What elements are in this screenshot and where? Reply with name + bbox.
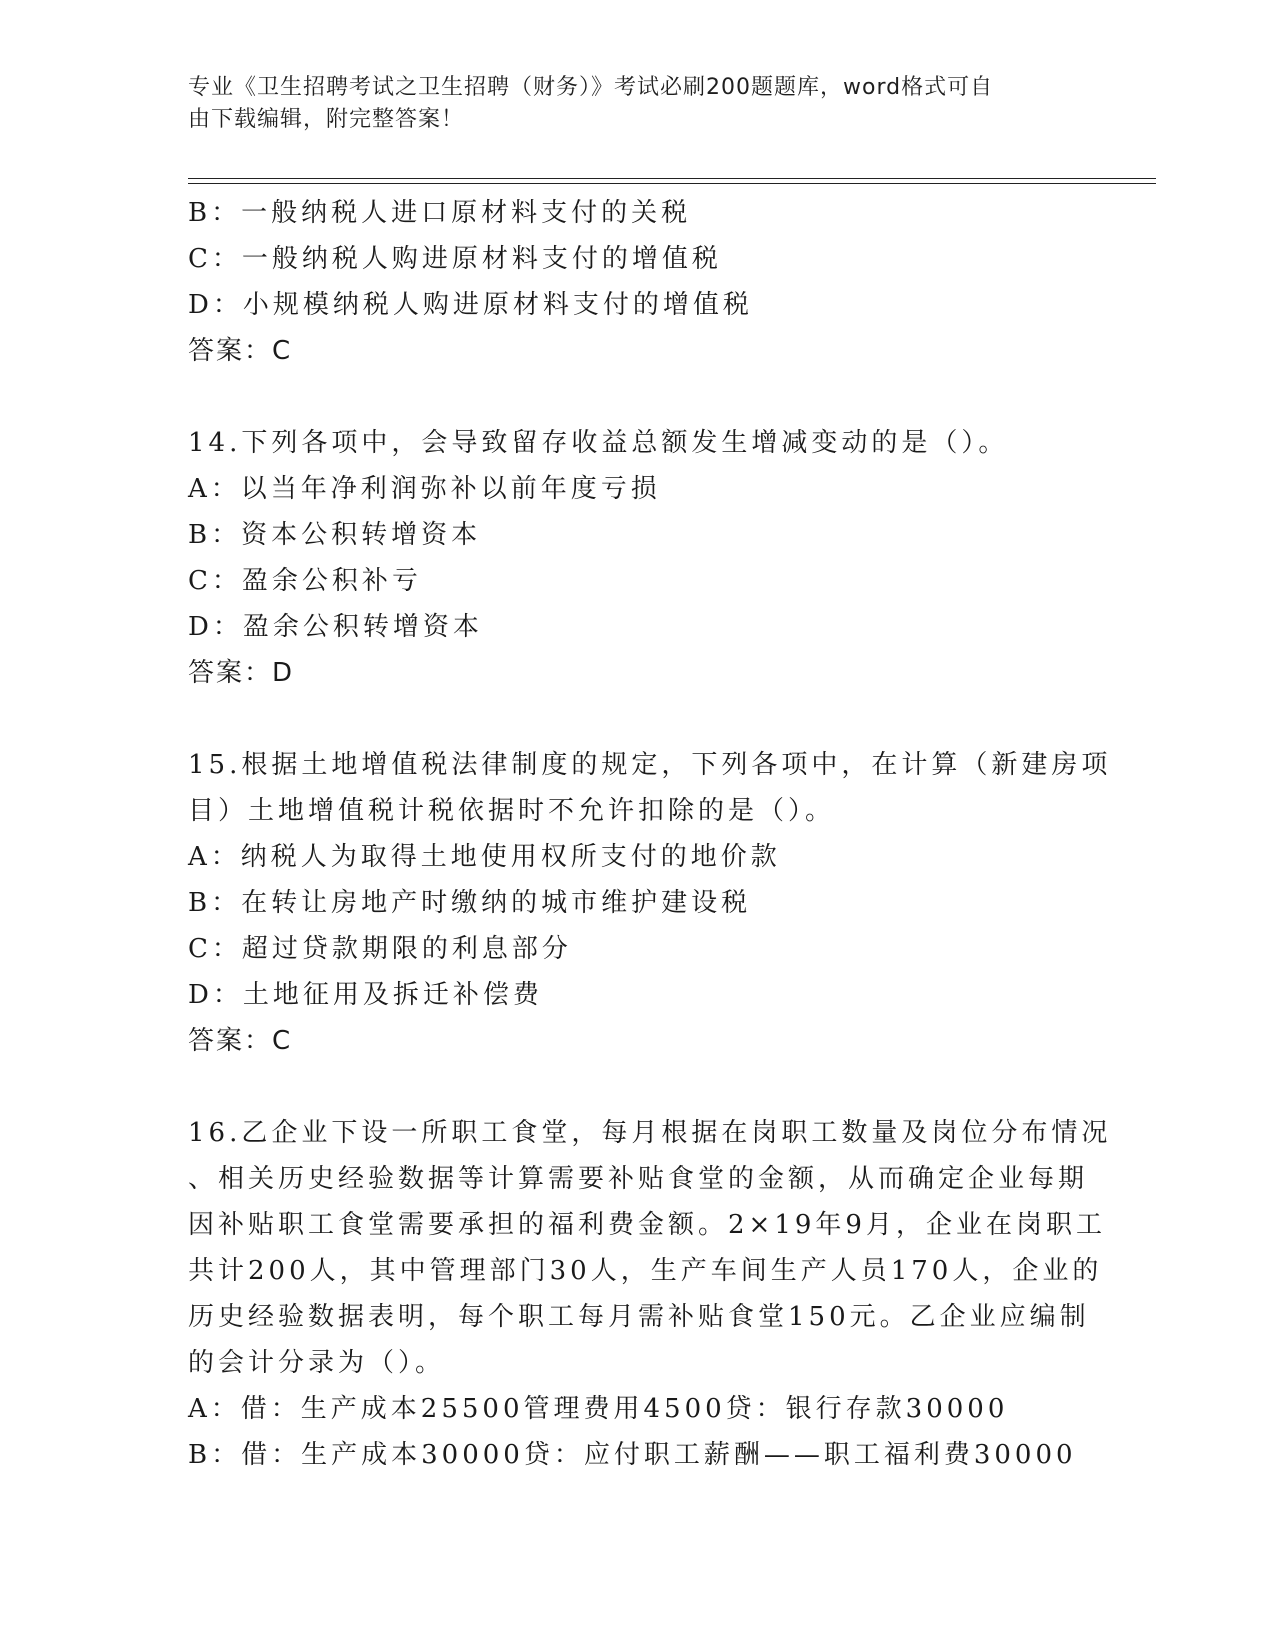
question-16 <box>188 1110 1112 1478</box>
q15-answer: 答案：C <box>188 1026 293 1056</box>
spacer <box>188 1064 1088 1110</box>
q14-answer: 答案：D <box>188 658 295 688</box>
document-content <box>188 190 1112 1478</box>
q16-stem-line: 、相关历史经验数据等计算需要补贴食堂的金额，从而确定企业每期 <box>188 1164 1089 1194</box>
q15-stem-line: 目）土地增值税计税依据时不允许扣除的是（）。 <box>188 796 836 826</box>
header-line-2: 由下载编辑，附完整答案！ <box>188 107 465 132</box>
q15-option-b: B：在转让房地产时缴纳的城市维护建设税 <box>188 888 752 918</box>
q15-stem-line: 15.根据土地增值税法律制度的规定，下列各项中，在计算（新建房项 <box>188 750 1112 780</box>
header-divider-bottom <box>188 183 1156 184</box>
q16-stem-line: 共计200人，其中管理部门30人，生产车间生产人员170人，企业的 <box>188 1256 1103 1286</box>
question-14 <box>188 420 1088 696</box>
q16-stem-line: 16.乙企业下设一所职工食堂，每月根据在岗职工数量及岗位分布情况 <box>188 1118 1112 1148</box>
q15-option-a: A：纳税人为取得土地使用权所支付的地价款 <box>188 842 781 872</box>
q16-option-b: B：借：生产成本30000贷：应付职工薪酬——职工福利费30000 <box>188 1440 1077 1470</box>
q16-stem-line: 的会计分录为（）。 <box>188 1348 446 1378</box>
header-line-1: 专业《卫生招聘考试之卫生招聘（财务）》考试必刷200题题库，word格式可自 <box>188 75 994 100</box>
question-13 <box>188 190 1088 374</box>
spacer <box>188 374 1088 420</box>
question-15 <box>188 742 1112 1064</box>
q13-option-b: B：一般纳税人进口原材料支付的关税 <box>188 198 692 228</box>
document-header <box>188 72 1088 136</box>
q16-stem-line: 历史经验数据表明，每个职工每月需补贴食堂150元。乙企业应编制 <box>188 1302 1090 1332</box>
q14-option-a: A：以当年净利润弥补以前年度亏损 <box>188 474 661 504</box>
q14-option-c: C：盈余公积补亏 <box>188 566 422 596</box>
spacer <box>188 696 1088 742</box>
q14-stem: 14.下列各项中，会导致留存收益总额发生增减变动的是（）。 <box>188 428 1009 458</box>
q13-option-c: C：一般纳税人购进原材料支付的增值税 <box>188 244 722 274</box>
q15-option-c: C：超过贷款期限的利息部分 <box>188 934 572 964</box>
q16-stem-line: 因补贴职工食堂需要承担的福利费金额。2×19年9月，企业在岗职工 <box>188 1210 1106 1240</box>
header-divider-top <box>188 178 1156 179</box>
q14-option-b: B：资本公积转增资本 <box>188 520 482 550</box>
q13-answer: 答案：C <box>188 336 293 366</box>
q16-option-a: A：借：生产成本25500管理费用4500贷：银行存款30000 <box>188 1394 1009 1424</box>
q13-option-d: D：小规模纳税人购进原材料支付的增值税 <box>188 290 753 320</box>
q14-option-d: D：盈余公积转增资本 <box>188 612 483 642</box>
q15-option-d: D：土地征用及拆迁补偿费 <box>188 980 543 1010</box>
